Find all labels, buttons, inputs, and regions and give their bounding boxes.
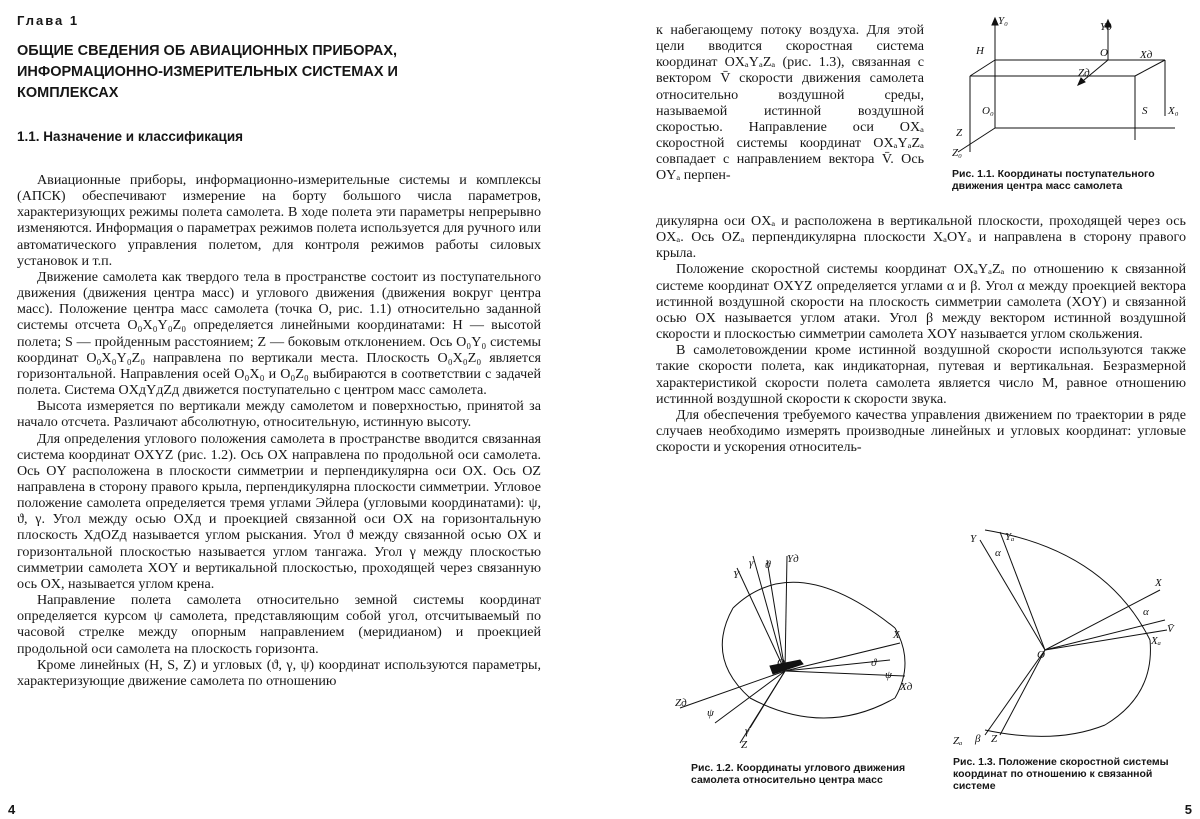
fig3-za-label: Zₐ	[953, 735, 963, 747]
fig2-gamma-label: γ	[749, 557, 754, 569]
figure-2-caption: Рис. 1.2. Координаты углового движения самолета относительно центра масс	[691, 762, 906, 786]
paragraph: Для определения углового положения самолета в пространстве вводится связанная система координат OXYZ (рис. 1.2). Ось OX направлена по продольной оси самолета. Ось OY расположена в плоскости симметрии и перпендикулярна оси OX. Ось OZ направлена в сторону правого крыла, перпендикулярна плоскости симметрии. Угловое положение самолета определяется тремя углами Эйлера (угловыми координатами): ψ, ϑ, γ. Угол между осью OXд и проекцией связанной оси OX на горизонтальную плоскость XдOZд называется углом рыскания. Угол ϑ между связанной осью OX и горизонтальной плоскостью называется углом тангажа. Угол γ между плоскостью симметрии самолета XOY и вертикальной плоскостью, проходящей через связанную ось OX, называется углом крена.	[17, 430, 541, 592]
fig3-x-label: X	[1155, 577, 1162, 589]
figure-3-caption: Рис. 1.3. Положение скоростной системы координат по отношению к связанной системе	[953, 756, 1169, 792]
figure-2-diagram	[675, 548, 930, 753]
page-number: 4	[8, 802, 16, 817]
fig3-v-label: V̄	[1167, 623, 1174, 635]
paragraph: Положение скоростной системы координат OXₐYₐZₐ по отношению к связанной системе координат OXYZ определяется углами α и β. Угол α между проекцией вектора истинной воздушной скорости на плоскость симметрии самолета (XOY) и связанной осью OX называется углом атаки. Угол β между вектором истинной воздушной скорости и плоскостью симметрии самолета XOY называется углом скольжения.	[656, 261, 1186, 343]
paragraph: Высота измеряется по вертикали между самолетом и поверхностью, принятой за начало отсчета. Различают абсолютную, относительную, истинную высоту.	[17, 398, 541, 431]
fig2-y-label: Y	[733, 569, 740, 581]
fig2-psi2-label: ψ	[707, 707, 714, 719]
figure-3-diagram	[945, 520, 1185, 755]
paragraph: дикулярна оси OXₐ и расположена в вертикальной плоскости, проходящей через ось OXₐ. Ось OZₐ перпендикулярна плоскости XₐOYₐ и направлена в сторону правого крыла.	[656, 213, 1186, 262]
chapter-title: ОБЩИЕ СВЕДЕНИЯ ОБ АВИАЦИОННЫХ ПРИБОРАХ, ИНФОРМАЦИОННО-ИЗМЕРИТЕЛЬНЫХ СИСТЕМАХ И КОМПЛЕКСАХ	[17, 43, 398, 101]
left-body-text	[17, 172, 541, 689]
right-page	[600, 0, 1200, 819]
figure-1-caption: Рис. 1.1. Координаты поступательного движения центра масс самолета	[952, 168, 1155, 192]
fig2-z-label: Z	[741, 739, 748, 751]
fig3-alpha2-label: α	[1143, 606, 1149, 618]
fig1-z0-label: Z₀	[952, 147, 962, 159]
paragraph: Авиационные приборы, информационно-измерительные системы и комплексы (АПСК) обеспечивают измерение на борту большого числа параметров, характеризующих режимы полета самолета. В ходе полета эти параметры непрерывно изменяются. Информация о параметрах режимов полета используется для ручного или автоматического управления полетом, для контроля режимов работы силовых установок и т.п.	[17, 172, 541, 269]
fig1-o-label: O	[1100, 47, 1108, 59]
fig2-psi-label: ψ	[885, 669, 892, 681]
fig3-y-label: Y	[970, 533, 977, 545]
fig1-z-label: Z	[956, 127, 963, 139]
fig2-yd-label: Yд	[787, 553, 799, 565]
fig3-alpha-label: α	[995, 547, 1001, 559]
right-top-column-text	[656, 22, 924, 184]
chapter-label: Глава 1	[17, 13, 80, 28]
fig3-o-label: O	[1037, 649, 1045, 661]
fig2-zd-label: Zд	[675, 697, 687, 709]
paragraph: В самолетовождении кроме истинной воздушной скорости используются также такие скорости полета, как индикаторная, путевая и вертикальная. Безразмерной характеристикой скорости полета самолета является число M, равное отношению истинной воздушной скорости к скорости звука.	[656, 342, 1186, 407]
fig3-ya-label: Yₐ	[1005, 531, 1015, 543]
page-number: 5	[1184, 802, 1192, 817]
fig1-y0-label: Y₀	[998, 15, 1008, 27]
fig2-o-label: O	[777, 657, 785, 669]
fig1-o0-label: O₀	[982, 105, 994, 117]
paragraph: Движение самолета как твердого тела в пространстве состоит из поступательного движения (движения центра масс) и углового движения (движения вокруг центра масс). Положение центра масс самолета (точка O, рис. 1.1) относительно заданной системы отсчета O₀X₀Y₀Z₀ определяется линейными координатами: H — высотой полета; S — пройденным расстоянием; Z — боковым отклонением. Ось O₀Y₀ системы координат O₀X₀Y₀Z₀ направлена по вертикали места. Плоскость O₀X₀Z₀ является горизонтальной. Направления осей O₀X₀ и O₀Z₀ выбираются в соответствии с задачей полета. Система OXдYдZд движется поступательно с центром масс самолета.	[17, 268, 541, 399]
right-body-text	[656, 213, 1186, 455]
fig3-xa-label: Xₐ	[1151, 635, 1161, 647]
paragraph: к набегающему потоку воздуха. Для этой цели вводится скоростная система координат OXₐYₐZₐ (рис. 1.3), связанная с вектором V̄ скорости движения самолета относительно воздушной среды, называемой истинной воздушной скоростью. Направление оси OXₐ скоростной системы координат OXₐYₐZₐ совпадает с направлением вектора V̄. Ось OYₐ перпен-	[656, 22, 924, 184]
paragraph: Для обеспечения требуемого качества управления движением по траектории в ряде случаев необходимо измерять производные линейных и угловых координат: угловые скорости и ускорения относитель-	[656, 406, 1186, 456]
fig1-x0-label: X₀	[1168, 105, 1179, 117]
fig3-z-label: Z	[991, 733, 998, 745]
fig3-beta-label: β	[975, 733, 981, 745]
paragraph: Направление полета самолета относительно земной системы координат определяется курсом ψ самолета, представляющим собой угол, отсчитываемый по часовой стрелке между опорным направлением (меридианом) и проекцией продольной оси самолета на плоскость горизонта.	[17, 592, 541, 657]
fig2-theta2-label: ϑ	[871, 657, 877, 669]
fig1-yd-label: Yд	[1100, 21, 1112, 33]
fig1-s-label: S	[1142, 105, 1148, 117]
fig2-gamma2-label: γ	[745, 725, 750, 737]
fig1-zd-label: Zд	[1078, 67, 1090, 79]
fig1-h-label: H	[976, 45, 984, 57]
fig2-xd-label: Xд	[900, 681, 913, 693]
section-title: 1.1. Назначение и классификация	[17, 129, 244, 144]
figure-1-diagram	[940, 10, 1190, 160]
fig2-x-label: X	[893, 629, 900, 641]
fig1-xd-label: Xд	[1140, 49, 1153, 61]
fig2-theta-label: ϑ	[765, 559, 771, 571]
paragraph: Кроме линейных (H, S, Z) и угловых (ϑ, γ, ψ) координат используются параметры, характеризующие движение самолета по отношению	[17, 656, 541, 689]
